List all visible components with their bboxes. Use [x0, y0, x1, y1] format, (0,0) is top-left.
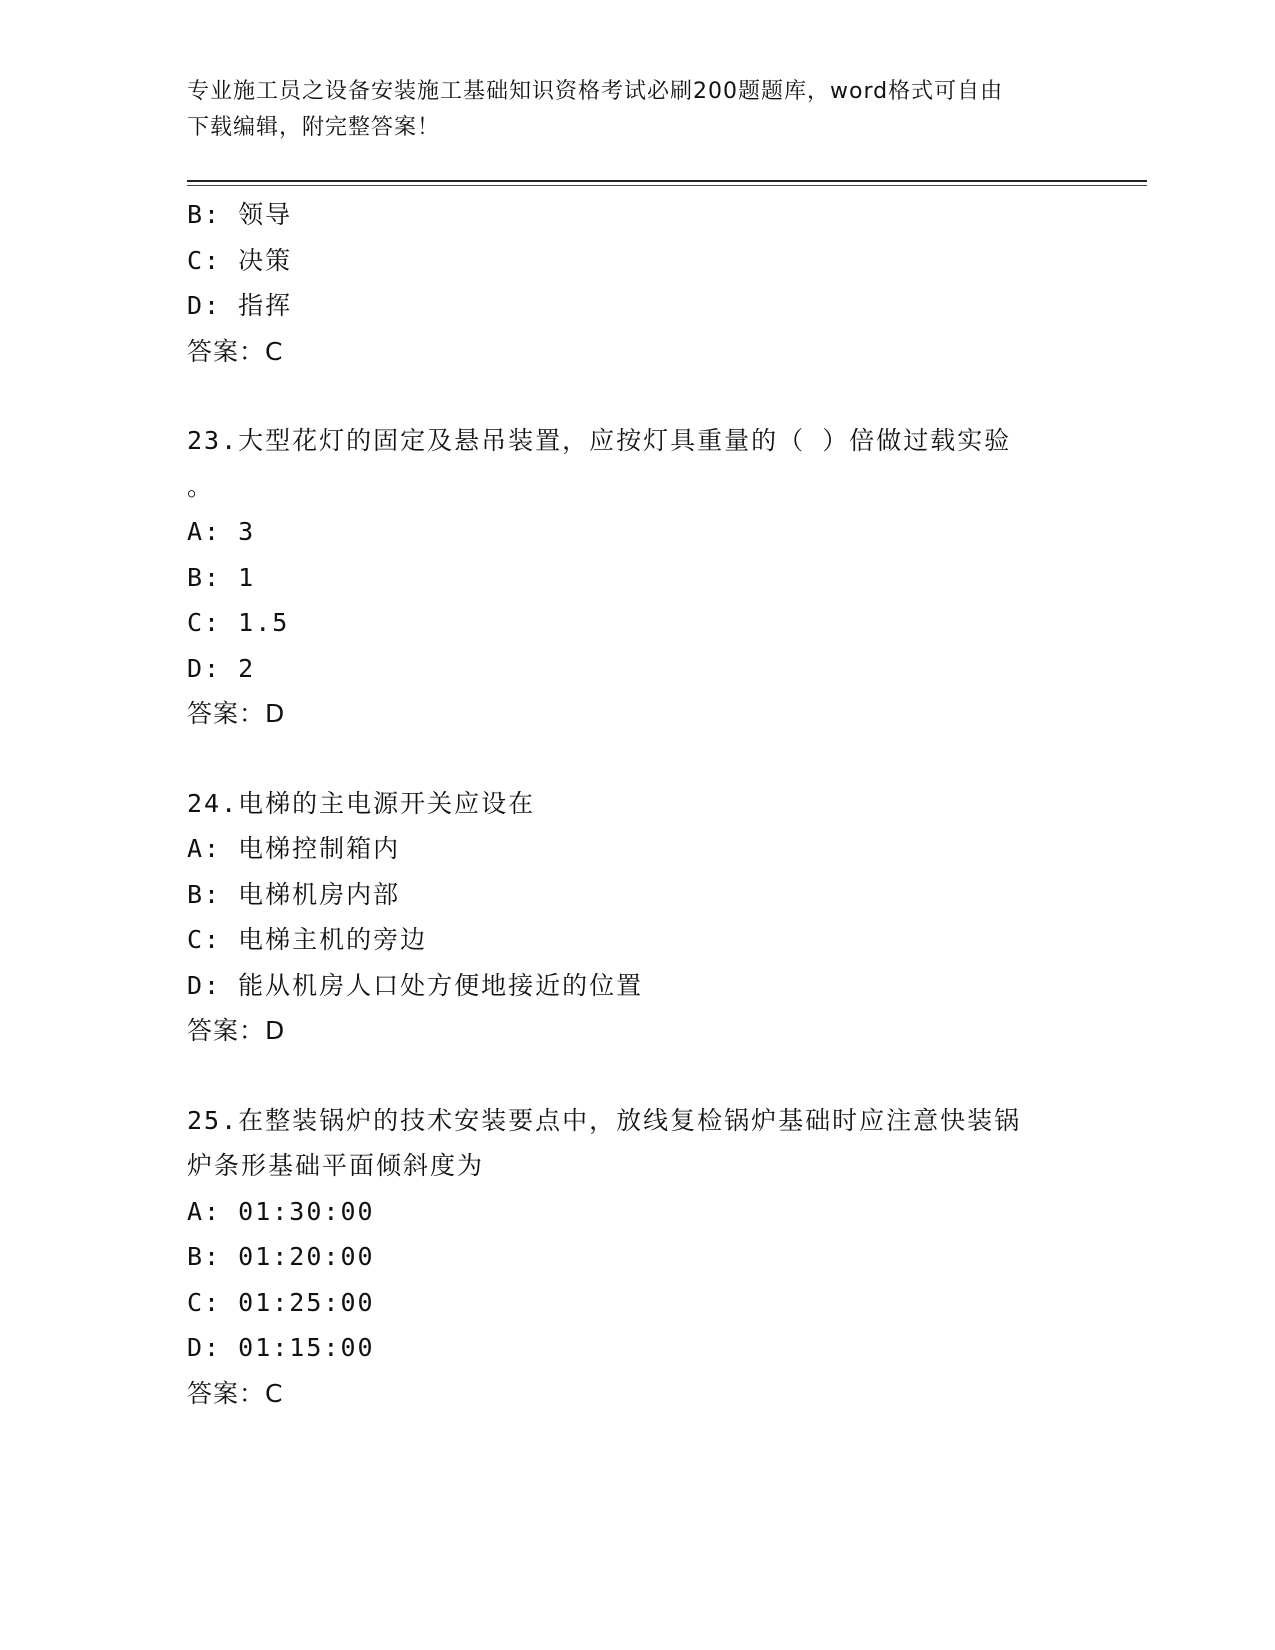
- header-title-line-1: 专业施工员之设备安装施工基础知识资格考试必刷200题题库，word格式可自由: [187, 79, 1004, 104]
- document-header: [187, 74, 1067, 146]
- question-text: 24.电梯的主电源开关应设在: [187, 788, 536, 818]
- header-divider: [187, 180, 1147, 186]
- option-b: B: 领导: [187, 200, 293, 229]
- question-block-23: [187, 418, 1147, 737]
- option-d: D: 指挥: [187, 291, 293, 320]
- answer-line: 答案：D: [187, 1016, 286, 1045]
- option-c: C: 决策: [187, 245, 293, 275]
- answer-line: 答案：D: [187, 699, 286, 728]
- question-block-24: [187, 781, 1147, 1054]
- option-c: C: 电梯主机的旁边: [187, 925, 428, 954]
- header-title-line-2: 下载编辑，附完整答案！: [187, 115, 441, 140]
- question-text: 25.在整装锅炉的技术安装要点中，放线复检锅炉基础时应注意快装锅: [187, 1105, 1022, 1135]
- question-text-continued: 。: [187, 471, 215, 501]
- option-d: D: 能从机房人口处方便地接近的位置: [187, 970, 644, 1000]
- option-b: B: 电梯机房内部: [187, 879, 401, 909]
- option-c: C: 1.5: [187, 608, 290, 637]
- question-block-25: [187, 1098, 1147, 1417]
- question-text-continued: 炉条形基础平面倾斜度为: [187, 1151, 485, 1180]
- answer-line: 答案：C: [187, 1378, 284, 1408]
- option-a: A: 电梯控制箱内: [187, 834, 401, 863]
- option-d: D: 01:15:00: [187, 1333, 375, 1362]
- question-list: [187, 192, 1147, 1416]
- option-d: D: 2: [187, 653, 256, 683]
- option-a: A: 3: [187, 517, 256, 546]
- option-c: C: 01:25:00: [187, 1287, 375, 1317]
- option-b: B: 01:20:00: [187, 1242, 375, 1271]
- option-b: B: 1: [187, 562, 256, 592]
- option-a: A: 01:30:00: [187, 1196, 375, 1226]
- answer-line: 答案：C: [187, 336, 284, 366]
- question-block-22-continued: [187, 192, 1147, 374]
- question-text: 23.大型花灯的固定及悬吊装置，应按灯具重量的（ ）倍做过载实验: [187, 426, 1012, 455]
